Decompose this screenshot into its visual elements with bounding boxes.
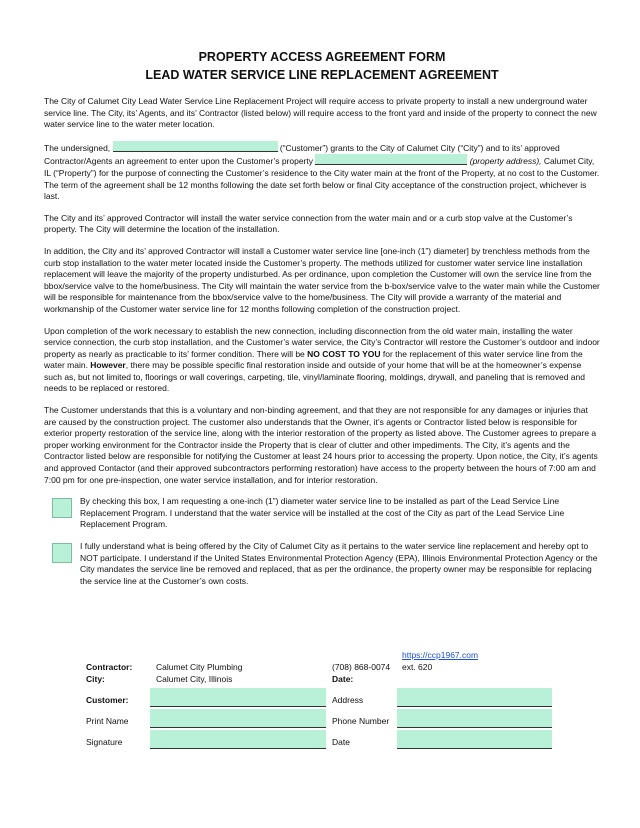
- title-line-1: PROPERTY ACCESS AGREEMENT FORM: [198, 50, 446, 64]
- grant-text-italic: (property address),: [467, 156, 542, 167]
- address-input[interactable]: [397, 688, 552, 707]
- grant-paragraph: [44, 141, 600, 203]
- print-name-input[interactable]: [150, 709, 326, 728]
- opt-out-row: [44, 541, 600, 587]
- however-text: However: [90, 360, 126, 371]
- customer-input[interactable]: [150, 688, 326, 707]
- contractor-label: Contractor:: [86, 662, 133, 672]
- contractor-ext: ext. 620: [402, 662, 433, 672]
- trenchless-paragraph: In addition, the City and its’ approved Contractor will install a Customer water service line [one-inch (1”) diameter] by trenchless methods from the curb stop installation to the water meter located inside the Customer’s property. The methods utilized for customer water service line installation replacement will leave the majority of the property undisturbed. As per ordinance, upon completion the Customer will own the service line from the bbox/service valve to the home/business. The City will maintain the water service from the b-box/service valve to the water main while the Customer will be responsible for maintenance from the bbox/service valve to the home/business. The City will provide a warranty of the material and workmanship of the Customer water service line for 12 months following completion of the construction project.: [44, 245, 600, 314]
- voluntary-paragraph: The Customer understands that this is a voluntary and non-binding agreement, and that they are not responsible for any damages or injuries that are caused by the construction project. The customer also understands that the Owner, it’s agents or Contractor listed below is responsible for exterior property restoration of the service line, along with the interior restoration of the property as listed above. The Customer agrees to prepare a proper working environment for the Contractor inside the Property that is clear of clutter and other impediments. The City, it’s agents and the Contractor listed below are responsible for notifying the Customer at least 24 hours prior to accessing the property. Upon notice, the City, it’s agents and approved Contactor (and their approved subcontractors performing restoration) have access to the property between the hours of 7:00 am and 7:00 pm for one pre-inspection, one water service installation, and for interior restoration.: [44, 405, 598, 485]
- signature-input[interactable]: [150, 730, 326, 749]
- customer-name-field[interactable]: [113, 141, 278, 152]
- customer-label: Customer:: [86, 695, 129, 705]
- print-name-label: Print Name: [86, 716, 129, 726]
- restoration-paragraph: [44, 326, 600, 396]
- agreement-document: [44, 48, 600, 597]
- contractor-website-link[interactable]: https://ccp1967.com: [402, 650, 479, 660]
- grant-text-b: (“Customer”) grants to the City of Calumet City (“City”) and to its’ approved Contractor/Agents an agreement to enter upon the Customer’s property: [44, 142, 560, 167]
- intro-paragraph: The City of Calumet City Lead Water Service Line Replacement Project will require access to private property to install a new underground water service line. The City, its’ Agents, and its’ Contractor (listed below) will require access to the front yard and inside of the property to connect the new water service line to the water meter location.: [44, 96, 597, 130]
- opt-in-text: By checking this box, I am requesting a one-inch (1”) diameter water service line to be installed as part of the Lead Service Line Replacement Program. I understand that the water service will be installed at the cost of the City as part of the Lead Service Line Replacement Program.: [80, 496, 565, 530]
- signature-label: Signature: [86, 737, 123, 747]
- opt-out-checkbox[interactable]: [52, 543, 72, 563]
- date-input[interactable]: [397, 730, 552, 749]
- city-name: Calumet City, Illinois: [156, 674, 233, 684]
- top-date-label: Date:: [332, 674, 354, 684]
- restoration-text-b: for the replacement of this water service line from the water main.: [44, 348, 583, 371]
- no-cost-text: NO COST TO YOU: [307, 348, 381, 359]
- property-address-field[interactable]: [315, 154, 467, 165]
- installation-paragraph: The City and its’ approved Contractor will install the water service connection from the water main and or a curb stop valve at the Customer’s property. The City will determine the location of the installation.: [44, 212, 573, 235]
- opt-out-text: I fully understand what is being offered by the City of Calumet City as it pertains to the water service line replacement and hereby opt to NOT participate. I understand if the United States Environmental Protection Agency (EPA), Illinois Environmental Protection Agency or the City mandates the service line be removed and replaced, that as per the ordinance, the property owner may be responsible for replacing the service line at the Customer’s own costs.: [80, 541, 598, 586]
- phone-number-input[interactable]: [397, 709, 552, 728]
- restoration-text-c: , there may be possible specific final restoration inside and outside of your home that will be at the homeowner’s expense such as, but not limited to, floorings or wall coverings, carpeting, tile, vinyl/laminate flooring, moldings, drywall, and paneling that is removed and needs to be replaced or restored.: [44, 360, 585, 394]
- document-header: [44, 48, 600, 84]
- date-label: Date: [332, 737, 350, 747]
- opt-in-checkbox[interactable]: [52, 498, 72, 518]
- contractor-phone: (708) 868-0074: [332, 662, 391, 672]
- restoration-text-a: Upon completion of the work necessary to establish the new connection, including disconnection from the old water main, installing the water service connection, the curb stop installation, and the Customer’s water service, the City’s Contractor will restore the Customer’s outdoor and indoor property as nearly as practicable to its’ former condition. There will be: [44, 325, 600, 359]
- grant-text-a: The undersigned,: [44, 142, 113, 153]
- opt-in-row: [44, 496, 600, 531]
- address-label: Address: [332, 695, 364, 705]
- contractor-name: Calumet City Plumbing: [156, 662, 243, 672]
- grant-text-d: Calumet City, IL (“Property”) for the purpose of connecting the Customer’s residence to the City water main at the front of the Property, at no cost to the Customer. The term of the agreement shall be 12 months following the date set forth below or final City acceptance of the construction project, whichever is last.: [44, 156, 600, 202]
- phone-number-label: Phone Number: [332, 716, 390, 726]
- city-label: City:: [86, 674, 105, 684]
- title-line-2: LEAD WATER SERVICE LINE REPLACEMENT AGREEMENT: [145, 68, 499, 82]
